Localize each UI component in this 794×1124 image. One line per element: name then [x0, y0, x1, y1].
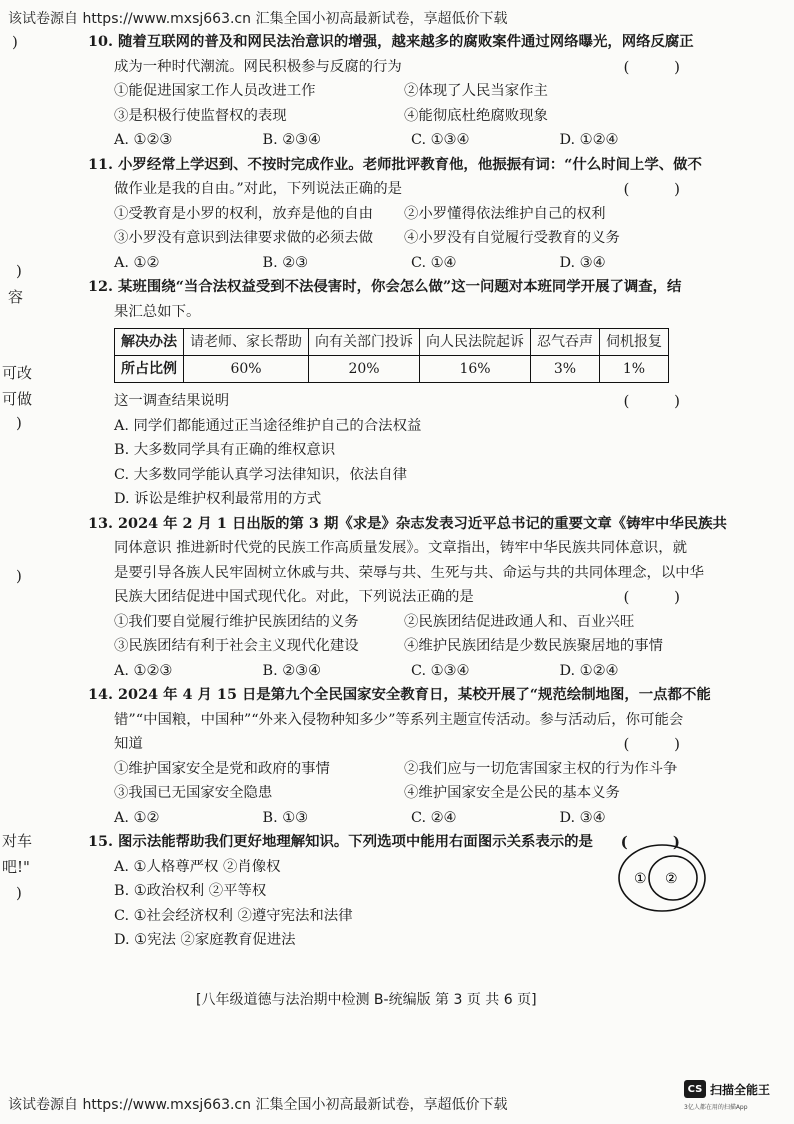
statement-item: ③小罗没有意识到法律要求做的必须去做 — [114, 230, 374, 246]
question-11 — [88, 153, 708, 276]
margin-fragment: 容 — [8, 288, 24, 306]
scanner-logo — [684, 1080, 771, 1111]
question-stem: 成为一种时代潮流。网民积极参与反腐的行为 — [114, 58, 402, 75]
table-cell: 3% — [531, 356, 600, 383]
question-stem: 果汇总如下。 — [114, 303, 201, 320]
statement-item: ①我们要自觉履行维护民族团结的义务 — [114, 613, 359, 630]
question-15 — [88, 830, 708, 953]
answer-parenthesis: ( ) — [623, 735, 700, 753]
answer-parenthesis: ( ) — [623, 392, 700, 410]
statement-item: ③民族团结有利于社会主义现代化建设 — [114, 638, 359, 654]
question-stem: 14. 2024 年 4 月 15 日是第九个全民国家安全教育日，某校开展了“规范绘制地图，一点都不能 — [88, 686, 711, 703]
venn-inner-label: ② — [665, 871, 678, 887]
choice-a: A. ①② — [114, 254, 160, 271]
table-cell: 向有关部门投诉 — [309, 329, 420, 356]
margin-fragment: ) — [16, 567, 22, 585]
question-stem: 做作业是我的自由。”对此，下列说法正确的是 — [114, 181, 402, 197]
question-14 — [88, 683, 711, 830]
statement-item: ②体现了人民当家作主 — [404, 83, 548, 99]
table-cell: 伺机报复 — [600, 329, 669, 356]
choice-a: A. 同学们都能通过正当途径维护自己的合法权益 — [114, 417, 422, 434]
margin-fragment: ) — [16, 884, 22, 902]
choice-d: D. ③④ — [559, 809, 606, 826]
statement-item: ②我们应与一切危害国家主权的行为作斗争 — [404, 760, 678, 777]
question-10 — [88, 30, 708, 153]
choice-d: D. ③④ — [559, 254, 606, 271]
choice-d: D. ①宪法 ②家庭教育促进法 — [114, 932, 296, 948]
question-12 — [88, 275, 708, 512]
statement-item: ①受教育是小罗的权利，放弃是他的自由 — [114, 205, 374, 222]
question-stem: 15. 图示法能帮助我们更好地理解知识。下列选项中能用右面图示关系表示的是 — [88, 833, 593, 850]
choice-b: B. 大多数同学具有正确的维权意识 — [114, 442, 336, 458]
margin-fragment: ) — [16, 414, 22, 432]
table-row — [115, 356, 669, 383]
margin-fragment: 可改 — [2, 364, 33, 382]
table-header-cell: 解决办法 — [115, 329, 184, 356]
choice-a: A. ①② — [114, 809, 160, 826]
question-stem: 知道 — [114, 736, 143, 752]
margin-fragment: ) — [12, 33, 18, 51]
question-stem: 13. 2024 年 2 月 1 日出版的第 3 期《求是》杂志发表习近平总书记的重要文章《铸牢中华民族共 — [88, 514, 727, 532]
choice-a: A. ①②③ — [114, 662, 173, 679]
table-cell: 1% — [600, 356, 669, 383]
margin-fragment: ) — [16, 262, 22, 280]
margin-fragment: 对车 — [2, 832, 33, 850]
choice-c: C. 大多数同学能认真学习法律知识，依法自律 — [114, 466, 408, 483]
table-row — [115, 329, 669, 356]
answer-parenthesis: ( ) — [623, 180, 700, 198]
watermark-bottom: 该试卷源自 https://www.mxsj663.cn 汇集全国小初高最新试卷，享超低价下载 — [8, 1097, 508, 1113]
statement-item: ②小罗懂得依法维护自己的权利 — [404, 205, 606, 222]
question-stem: 10. 随着互联网的普及和网民法治意识的增强，越来越多的腐败案件通过网络曝光，网络反腐正 — [88, 33, 694, 50]
question-stem: 民族大团结促进中国式现代化。对此，下列说法正确的是 — [114, 589, 474, 605]
statement-item: ④小罗没有自觉履行受教育的义务 — [404, 230, 620, 246]
question-prompt: 这一调查结果说明 — [114, 393, 230, 409]
choice-b: B. ②③④ — [262, 132, 321, 148]
choice-b: B. ②③④ — [262, 662, 321, 679]
table-cell: 60% — [184, 356, 309, 383]
statement-item: ④维护民族团结是少数民族聚居地的事情 — [404, 638, 664, 654]
venn-diagram — [617, 843, 707, 913]
question-stem: 11. 小罗经常上学迟到、不按时完成作业。老师批评教育他，他振振有词：“什么时间上学、做不 — [88, 155, 702, 173]
question-stem: 同体意识 推进新时代党的民族工作高质量发展》。文章指出，铸牢中华民族共同体意识，就 — [114, 540, 688, 556]
statement-item: ④能彻底杜绝腐败现象 — [404, 107, 548, 124]
scanner-logo-icon: CS — [684, 1080, 706, 1098]
table-cell: 请老师、家长帮助 — [184, 329, 309, 356]
question-stem: 错”“中国粮，中国种”“外来入侵物种知多少”等系列主题宣传活动。参与活动后，你可能会 — [114, 711, 684, 728]
table-cell: 忍气吞声 — [531, 329, 600, 356]
choice-d: D. ①②④ — [559, 132, 619, 148]
watermark-top: 该试卷源自 https://www.mxsj663.cn 汇集全国小初高最新试卷，享超低价下载 — [8, 11, 508, 27]
scanner-name: 扫描全能王 — [710, 1082, 771, 1097]
question-stem: 是要引导各族人民牢固树立休戚与共、荣辱与共、生死与共、命运与共的共同体理念，以中华 — [114, 564, 705, 581]
survey-table — [114, 328, 669, 383]
choice-a: A. ①②③ — [114, 132, 173, 148]
choice-d: D. ①②④ — [559, 662, 619, 679]
choice-b: B. ②③ — [262, 254, 309, 271]
table-cell: 向人民法院起诉 — [420, 329, 531, 356]
statement-item: ③是积极行使监督权的表现 — [114, 107, 287, 124]
choice-c: C. ①④ — [411, 254, 457, 271]
statement-item: ①能促进国家工作人员改进工作 — [114, 83, 316, 99]
table-header-cell: 所占比例 — [115, 356, 184, 383]
choice-c: C. ②④ — [411, 809, 457, 826]
statement-item: ④维护国家安全是公民的基本义务 — [404, 785, 620, 801]
question-stem: 12. 某班围绕“当合法权益受到不法侵害时，你会怎么做”这一问题对本班同学开展了调查，结 — [88, 278, 682, 295]
choice-b: B. ①政治权利 ②平等权 — [114, 883, 267, 899]
venn-outer-circle — [619, 845, 705, 911]
answer-parenthesis: ( ) — [623, 57, 700, 76]
answer-parenthesis: ( ) — [623, 588, 700, 606]
venn-outer-label: ① — [634, 871, 647, 887]
statement-item: ③我国已无国家安全隐患 — [114, 785, 273, 801]
choice-c: C. ①③④ — [411, 132, 470, 148]
margin-fragment: 吧!" — [2, 858, 30, 876]
choice-b: B. ①③ — [262, 809, 309, 826]
question-content — [88, 30, 727, 953]
choice-d: D. 诉讼是维护权利最常用的方式 — [114, 491, 322, 507]
question-13 — [88, 512, 727, 684]
scanner-tagline: 3亿人都在用的扫描App — [684, 1104, 748, 1111]
page-footer: [八年级道德与法治期中检测 B-统编版 第 3 页 共 6 页] — [196, 992, 537, 1008]
choice-a: A. ①人格尊严权 ②肖像权 — [114, 858, 281, 875]
statement-item: ①维护国家安全是党和政府的事情 — [114, 760, 330, 777]
table-cell: 16% — [420, 356, 531, 383]
statement-item: ②民族团结促进政通人和、百业兴旺 — [404, 613, 635, 630]
choice-c: C. ①③④ — [411, 662, 470, 679]
choice-c: C. ①社会经济权利 ②遵守宪法和法律 — [114, 907, 353, 924]
margin-fragment: 可做 — [2, 390, 33, 408]
answer-parenthesis: ( ) — [620, 833, 700, 851]
table-cell: 20% — [309, 356, 420, 383]
